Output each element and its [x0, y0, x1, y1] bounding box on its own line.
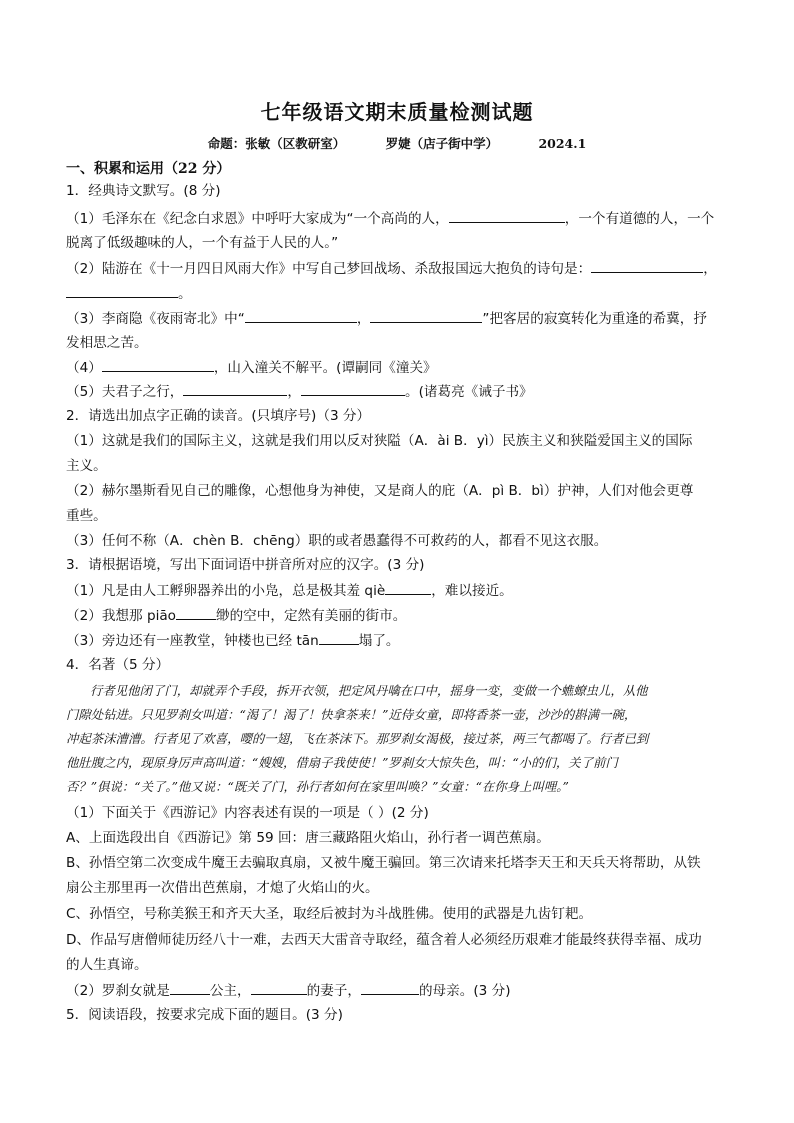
q4-passage-line: 门隙处钻进。只见罗刹女叫道：“渴了！渴了！快拿茶来！”近侍女童，即将香茶一壶，沙沙的斟满一碗， — [66, 707, 637, 722]
answer-blank[interactable] — [301, 382, 405, 396]
q2-item-2-line-2: 重些。 — [66, 508, 107, 524]
q3-item-3: （3）旁边还有一座教堂，钟楼也已经 tān 塌了。 — [66, 633, 400, 649]
answer-blank[interactable] — [361, 981, 419, 995]
q1-item-2-line-2: 。 — [66, 284, 734, 304]
q1-item-3-line-1: （3）李商隐《夜雨寄北》中“ ， ”把客居的寂寞转化为重逢的希冀，抒 — [66, 311, 707, 327]
answer-blank[interactable] — [370, 309, 482, 323]
q3-heading: 3．请根据语境，写出下面词语中拼音所对应的汉字。(3 分) — [66, 557, 425, 573]
q1-item-3-line-2: 发相思之苦。 — [66, 335, 148, 351]
q2-item-1-line-1: （1）这就是我们的国际主义，这就是我们用以反对狭隘（A．ài B．yì）民族主义和狭隘爱国主义的国际 — [66, 433, 693, 449]
q4-option-c: C、孙悟空，号称美猴王和齐天大圣，取经后被封为斗战胜佛。使用的武器是九齿钉耙。 — [66, 906, 593, 922]
q4-option-b-line-2: 扇公主那里再一次借出芭蕉扇，才熄了火焰山的火。 — [66, 880, 379, 896]
answer-blank[interactable] — [66, 284, 178, 298]
q4-sub-1: （1）下面关于《西游记》内容表述有误的一项是（ ）(2 分) — [66, 805, 429, 821]
author-1: 命题：张敏（区教研室） — [207, 136, 346, 151]
q5-heading: 5．阅读语段，按要求完成下面的题目。(3 分) — [66, 1007, 343, 1023]
q1-heading: 1．经典诗文默写。(8 分) — [66, 183, 221, 199]
q2-item-1-line-2: 主义。 — [66, 458, 107, 474]
q4-passage-line: 他肚腹之内，现原身厉声高叫道：“嫂嫂，借扇子我使使！”罗刹女大惊失色，叫：“小的们，关了前门 — [66, 755, 618, 770]
q1-item-2-line-1: （2）陆游在《十一月四日风雨大作》中写自己梦回战场、杀敌报国远大抱负的诗句是： ， — [66, 261, 717, 277]
q4-heading: 4．名著（5 分） — [66, 657, 170, 673]
q3-item-2: （2）我想那 piāo 缈的空中，定然有美丽的街市。 — [66, 608, 407, 624]
answer-blank[interactable] — [251, 981, 307, 995]
q2-item-3: （3）任何不称（A．chèn B．chēng）职的或者愚蠢得不可救药的人，都看不见这衣服。 — [66, 533, 608, 549]
q2-item-2-line-1: （2）赫尔墨斯看见自己的雕像，心想他身为神使，又是商人的庇（A．pì B．bì）护神，人们对他会更尊 — [66, 483, 694, 499]
q4-passage-line: 冲起茶沫漕漕。行者见了欢喜，嘤的一翅，飞在茶沫下。那罗刹女渴极，接过茶，两三气都喝了。行者已到 — [66, 731, 649, 746]
q4-sub-2: （2）罗刹女就是 公主， 的妻子， 的母亲。(3 分) — [66, 983, 511, 999]
q1-item-1-line-1: （1）毛泽东在《纪念白求恩》中呼吁大家成为“一个高尚的人， ，一个有道德的人，一个 — [66, 211, 715, 227]
q4-option-d-line-1: D、作品写唐僧师徒历经八十一难，去西天大雷音寺取经，蕴含着人必须经历艰难才能最终获得幸福、成功 — [66, 932, 702, 948]
answer-blank[interactable] — [245, 309, 357, 323]
answer-blank[interactable] — [449, 209, 565, 223]
answer-blank[interactable] — [319, 631, 359, 645]
q1-item-4: （4） ，山入潼关不解平。(谭嗣同《潼关》 — [66, 360, 437, 376]
q3-item-1: （1）凡是由人工孵卵器养出的小凫，总是极其羞 qiè ，难以接近。 — [66, 583, 513, 599]
q4-option-b-line-1: B、孙悟空第二次变成牛魔王去骗取真扇，又被牛魔王骗回。第三次请来托塔李天王和天兵天将帮助，从铁 — [66, 855, 701, 871]
q1-item-5: （5）夫君子之行， ， 。(诸葛亮《诫子书》 — [66, 384, 533, 400]
section-heading-1: 一、积累和运用（22 分） — [66, 161, 231, 177]
answer-blank[interactable] — [385, 581, 431, 595]
answer-blank[interactable] — [176, 606, 216, 620]
q4-passage-line: 行者见他闭了门，却就弄个手段，拆开衣领，把定风丹噙在口中，摇身一变，变做一个蟭蟟虫儿，从他 — [90, 683, 648, 698]
q4-passage-line: 否？”俱说：“关了。”他又说：“既关了门，孙行者如何在家里叫唤？”女童：“在你身上叫哩。” — [66, 779, 569, 794]
author-2: 罗婕（店子街中学） — [385, 136, 499, 151]
q4-option-d-line-2: 的人生真谛。 — [66, 957, 148, 973]
answer-blank[interactable] — [183, 382, 287, 396]
q4-option-a: A、上面选段出自《西游记》第 59 回：唐三藏路阻火焰山，孙行者一调芭蕉扇。 — [66, 830, 550, 846]
page-title: 七年级语文期末质量检测试题 — [260, 100, 534, 124]
q2-heading: 2．请选出加点字正确的读音。(只填序号)（3 分） — [66, 408, 371, 424]
answer-blank[interactable] — [170, 981, 210, 995]
exam-date: 2024.1 — [538, 136, 587, 151]
q1-item-1-line-2: 脱离了低级趣味的人，一个有益于人民的人。” — [66, 235, 339, 251]
authors-line — [0, 134, 794, 152]
answer-blank[interactable] — [591, 259, 703, 273]
answer-blank[interactable] — [102, 358, 214, 372]
